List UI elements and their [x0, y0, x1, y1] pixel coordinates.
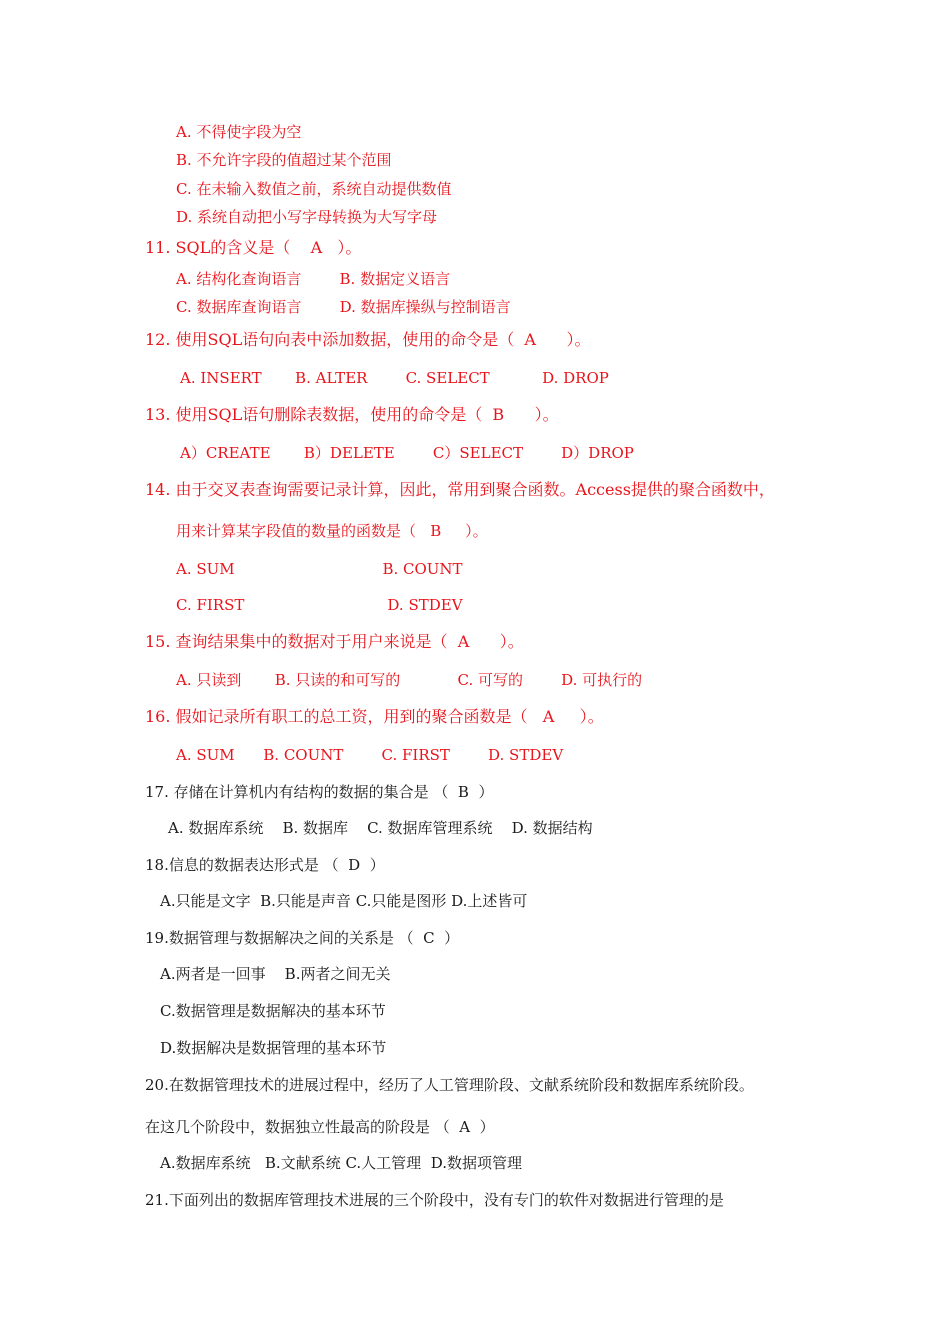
q11-options-cd: C. 数据库查询语言 D. 数据库操纵与控制语言: [176, 298, 511, 316]
q10-option-c: C. 在未输入数值之前，系统自动提供数值: [176, 180, 452, 198]
q12-options: A. INSERT B. ALTER C. SELECT D. DROP: [180, 369, 609, 387]
q10-option-a: A. 不得使字段为空: [176, 123, 302, 141]
q15-question: 15. 查询结果集中的数据对于用户来说是（ A ）。: [145, 632, 524, 651]
q20-question-line1: 20.在数据管理技术的进展过程中，经历了人工管理阶段、文献系统阶段和数据库系统阶段。: [145, 1076, 754, 1094]
q10-option-d: D. 系统自动把小写字母转换为大写字母: [176, 208, 438, 226]
q17-options: A. 数据库系统 B. 数据库 C. 数据库管理系统 D. 数据结构: [168, 819, 593, 837]
q19-option-d: D.数据解决是数据管理的基本环节: [160, 1039, 387, 1057]
q19-question: 19.数据管理与数据解决之间的关系是 （ C ）: [145, 929, 460, 947]
q16-options: A. SUM B. COUNT C. FIRST D. STDEV: [176, 746, 564, 764]
q14-question-line1: 14. 由于交叉表查询需要记录计算，因此，常用到聚合函数。Access提供的聚合函数中，: [145, 480, 775, 499]
q19-options-ab: A.两者是一回事 B.两者之间无关: [160, 965, 391, 983]
q12-question: 12. 使用SQL语句向表中添加数据，使用的命令是（ A ）。: [145, 330, 591, 349]
q21-question: 21.下面列出的数据库管理技术进展的三个阶段中，没有专门的软件对数据进行管理的是: [145, 1191, 724, 1209]
q11-question: 11. SQL的含义是（ A ）。: [145, 238, 362, 257]
q18-options: A.只能是文字 B.只能是声音 C.只能是图形 D.上述皆可: [160, 892, 528, 910]
q16-question: 16. 假如记录所有职工的总工资，用到的聚合函数是（ A ）。: [145, 707, 604, 726]
q11-options-ab: A. 结构化查询语言 B. 数据定义语言: [176, 270, 451, 288]
q14-question-line2: 用来计算某字段值的数量的函数是（ B ）。: [176, 522, 488, 540]
q19-option-c: C.数据管理是数据解决的基本环节: [160, 1002, 386, 1020]
q14-options-ab: A. SUM B. COUNT: [176, 560, 463, 578]
q13-question: 13. 使用SQL语句删除表数据，使用的命令是（ B ）。: [145, 405, 559, 424]
q10-option-b: B. 不允许字段的值超过某个范围: [176, 151, 392, 169]
q20-question-line2: 在这几个阶段中，数据独立性最高的阶段是 （ A ）: [145, 1118, 495, 1136]
q15-options: A. 只读到 B. 只读的和可写的 C. 可写的 D. 可执行的: [176, 671, 643, 689]
q18-question: 18.信息的数据表达形式是 （ D ）: [145, 856, 385, 874]
q13-options: A）CREATE B）DELETE C）SELECT D）DROP: [180, 444, 634, 462]
q20-options: A.数据库系统 B.文献系统 C.人工管理 D.数据项管理: [160, 1154, 522, 1172]
q14-options-cd: C. FIRST D. STDEV: [176, 596, 463, 614]
q17-question: 17. 存储在计算机内有结构的数据的集合是 （ B ）: [145, 783, 494, 801]
